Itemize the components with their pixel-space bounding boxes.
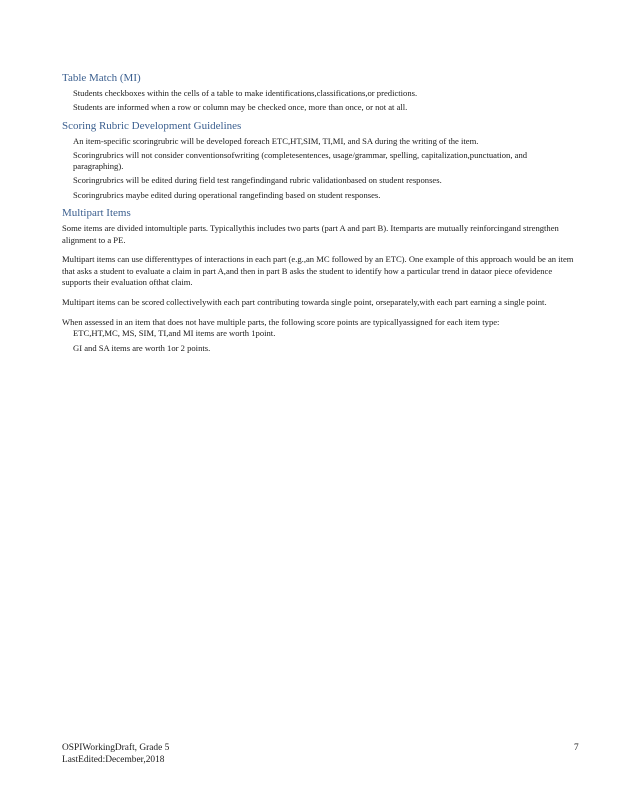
paragraph: Multipart items can use differenttypes of interactions in each part (e.g.,an MC followed by an ETC). One example of this approach would be an item that asks a student to evaluate a claim in part A,and then in part B asks the student to identify how a particular trend in dataor piece ofevidence supports their evaluation ofthat claim. bbox=[62, 254, 574, 288]
footer-last-edited: LastEdited:December,2018 bbox=[62, 755, 165, 765]
paragraph: Multipart items can be scored collectivelywith each part contributing towarda single point, orseparately,with each part earning a single point. bbox=[62, 297, 547, 308]
paragraph: When assessed in an item that does not have multiple parts, the following score points are typicallyassigned for each item type: bbox=[62, 316, 500, 327]
list-item: GI and SA items are worth 1or 2 points. bbox=[73, 342, 211, 353]
page-content bbox=[62, 72, 574, 360]
section-heading-scoring-rubric: Scoring Rubric Development Guidelines bbox=[62, 119, 242, 132]
paragraph: Some items are divided intomultiple parts. Typicallythis includes two parts (part A and part B). Itemparts are mutually reinforcingand strengthen alignment to a PE. bbox=[62, 223, 559, 245]
list-item: Scoringrubrics will be edited during field test rangefindingand rubric validationbased on student responses. bbox=[73, 175, 442, 186]
page-number: 7 bbox=[574, 743, 579, 753]
list-item: An item-specific scoringrubric will be developed foreach ETC,HT,SIM, TI,MI, and SA during the writing of the item. bbox=[73, 135, 479, 146]
list-item: Students are informed when a row or column may be checked once, more than once, or not at all. bbox=[73, 102, 408, 113]
scoring-rubric-list bbox=[62, 136, 574, 201]
footer-document-title: OSPIWorkingDraft, Grade 5 bbox=[62, 743, 170, 753]
section-heading-table-match: Table Match (MI) bbox=[62, 72, 141, 84]
table-match-list bbox=[62, 88, 574, 114]
score-points-list bbox=[62, 328, 574, 354]
list-item: Scoringrubrics maybe edited during operational rangefinding based on student responses. bbox=[73, 189, 381, 200]
page-footer bbox=[62, 742, 169, 766]
list-item: ETC,HT,MC, MS, SIM, TI,and MI items are worth 1point. bbox=[73, 328, 276, 339]
section-heading-multipart: Multipart Items bbox=[62, 207, 131, 220]
list-item: Students checkboxes within the cells of a table to make identifications,classifications,or predictions. bbox=[73, 88, 418, 98]
list-item: Scoringrubrics will not consider conventionsofwriting (completesentences, usage/grammar, spelling, capitalization,punctuation, and paragraphing). bbox=[73, 149, 528, 172]
